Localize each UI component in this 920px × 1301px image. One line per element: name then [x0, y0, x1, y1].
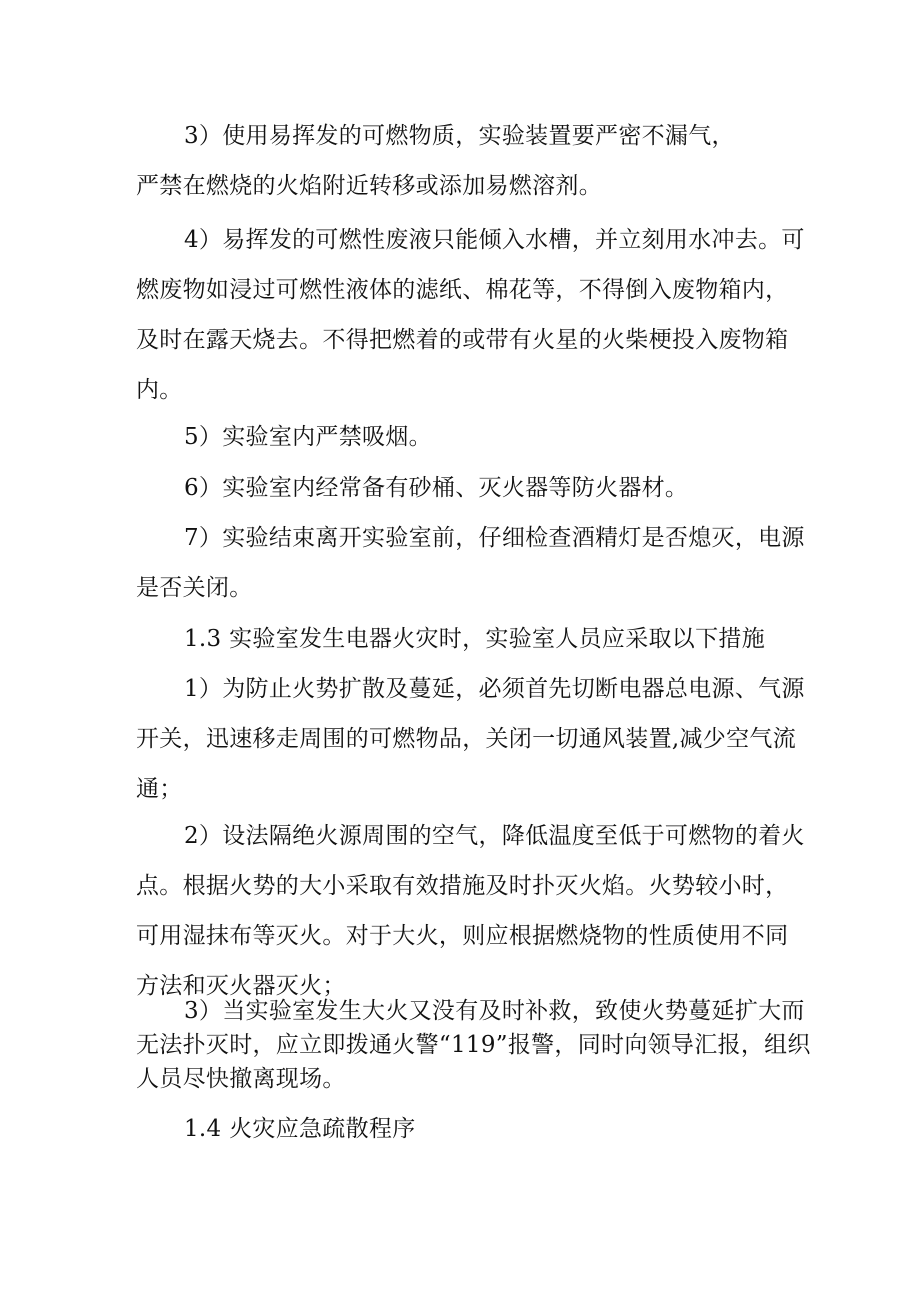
- text-line: 严禁在燃烧的火焰附近转移或添加易燃溶剂。: [136, 173, 602, 199]
- text-line: 1.4 火灾应急疏散程序: [184, 1116, 416, 1142]
- text-line: 3）当实验室发生大火又没有及时补救，致使火势蔓延扩大而: [184, 998, 805, 1024]
- text-line: 是否关闭。: [136, 575, 253, 601]
- paragraph-volatile-flammables: [136, 111, 796, 211]
- paragraph-cut-power: [136, 664, 805, 814]
- text-line: 方法和灭火器灭火；: [136, 973, 346, 999]
- paragraph-fire-equipment: [136, 463, 796, 513]
- text-line: 通；: [136, 776, 183, 802]
- text-line: 1.3 实验室发生电器火灾时，实验室人员应采取以下措施: [184, 626, 765, 652]
- paragraph-call-119: [136, 994, 811, 1096]
- text-line: 内。: [136, 377, 183, 403]
- text-line: 及时在露天烧去。不得把燃着的或带有火星的火柴梗投入废物箱: [136, 327, 789, 353]
- text-line: 1）为防止火势扩散及蔓延，必须首先切断电器总电源、气源: [184, 676, 805, 702]
- text-line: 6）实验室内经常备有砂桶、灭火器等防火器材。: [184, 475, 689, 501]
- paragraph-check-before-leaving: [136, 513, 805, 613]
- text-line: 开关，迅速移走周围的可燃物品，关闭一切通风装置,减少空气流: [136, 726, 797, 752]
- section-heading-1-4: [136, 1104, 796, 1154]
- text-line: 点。根据火势的大小采取有效措施及时扑灭火焰。火势较小时，: [136, 873, 789, 899]
- text-line: 4）易挥发的可燃性废液只能倾入水槽，并立刻用水冲去。可: [184, 227, 805, 253]
- text-line: 燃废物如浸过可燃性液体的滤纸、棉花等，不得倒入废物箱内，: [136, 277, 789, 303]
- text-line: 2）设法隔绝火源周围的空气，降低温度至低于可燃物的着火: [184, 823, 805, 849]
- paragraph-waste-liquid: [136, 215, 805, 415]
- text-line: 5）实验室内严禁吸烟。: [184, 424, 432, 450]
- text-line: 人员尽快撤离现场。: [136, 1066, 346, 1092]
- section-heading-1-3: [136, 614, 796, 664]
- text-line: 3）使用易挥发的可燃物质，实验装置要严密不漏气，: [184, 123, 735, 149]
- paragraph-no-smoking: [136, 412, 796, 462]
- text-line: 无法扑灭时，应立即拨通火警“119”报警，同时向领导汇报，组织: [136, 1032, 811, 1058]
- text-line: 7）实验结束离开实验室前，仔细检查酒精灯是否熄灭，电源: [184, 525, 805, 551]
- text-line: 可用湿抹布等灭火。对于大火，则应根据燃烧物的性质使用不同: [136, 923, 789, 949]
